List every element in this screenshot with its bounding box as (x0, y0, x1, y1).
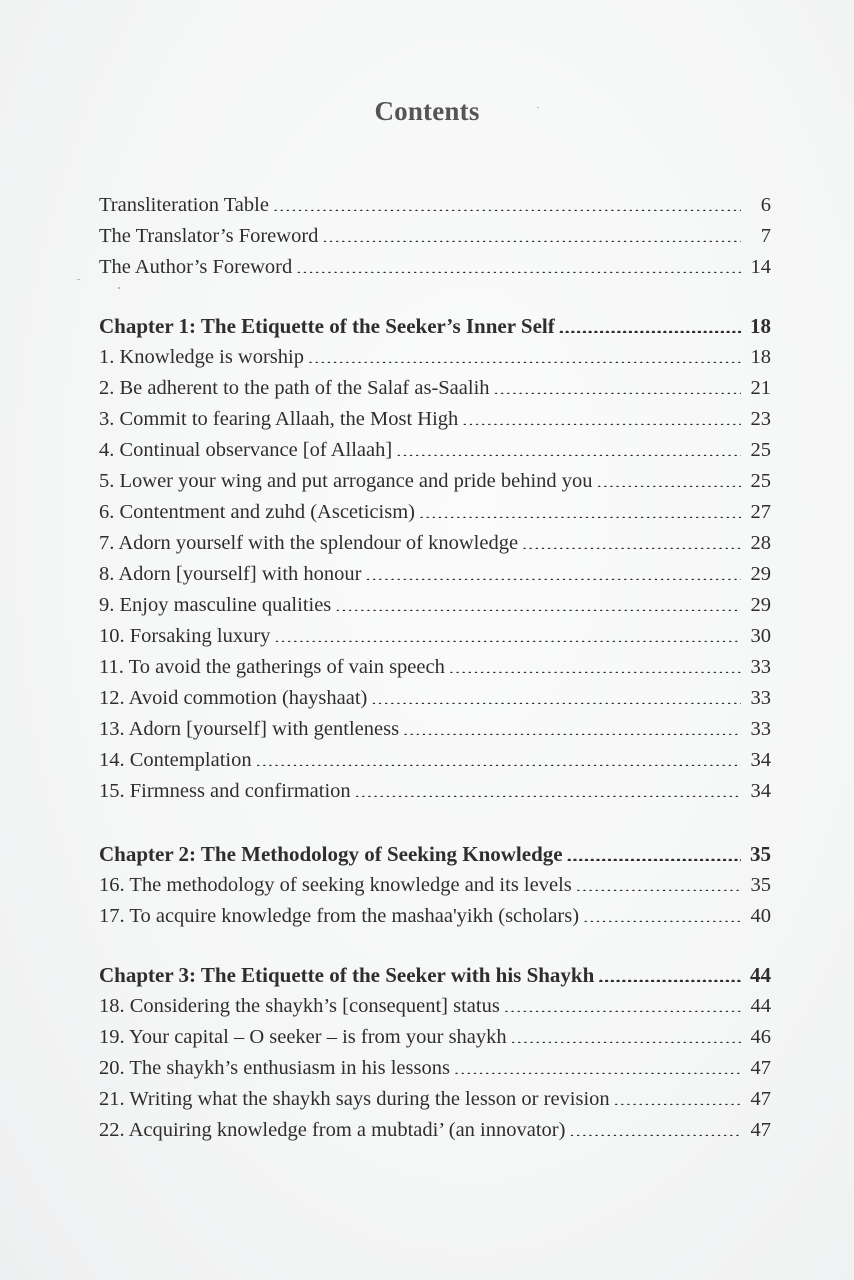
toc-page-number: 7 (760, 225, 771, 247)
dot-leader (569, 1116, 741, 1137)
chapter-heading-label: Chapter 2: The Methodology of Seeking Knowledge (99, 842, 563, 866)
toc-entry-label: 3. Commit to fearing Allaah, the Most High (99, 408, 459, 430)
toc-entry-label: 1. Knowledge is worship (99, 346, 304, 368)
dot-leader (522, 529, 741, 550)
toc-page-number: 47 (750, 1119, 771, 1141)
toc-page-number: 33 (750, 687, 771, 709)
toc-page-number: 40 (750, 905, 771, 927)
toc-page-number: 44 (750, 995, 771, 1017)
paper-speck (537, 107, 539, 108)
dot-leader (614, 1085, 741, 1106)
toc-front-matter (99, 190, 771, 283)
toc-entry-label: 20. The shaykh’s enthusiasm in his lessons (99, 1057, 450, 1079)
toc-page-number: 30 (750, 625, 771, 647)
toc-page-number: 29 (750, 563, 771, 585)
dot-leader (511, 1023, 741, 1044)
toc-entry-label: 2. Be adherent to the path of the Salaf as-Saalih (99, 377, 490, 399)
dot-leader (419, 498, 741, 519)
chapter-heading (99, 311, 771, 342)
toc-page-number: 33 (750, 656, 771, 678)
toc-page-number: 29 (750, 594, 771, 616)
dot-leader (583, 902, 741, 923)
dot-leader (454, 1054, 741, 1075)
toc-entry (99, 621, 771, 652)
toc-entry (99, 870, 771, 901)
toc-entry-label: 13. Adorn [yourself] with gentleness (99, 718, 400, 740)
toc-entry (99, 528, 771, 559)
toc-entry-label: 8. Adorn [yourself] with honour (99, 563, 362, 585)
paper-speck (118, 287, 120, 289)
toc-chapter-3 (99, 960, 771, 1146)
toc-entry-label: 6. Contentment and zuhd (Asceticism) (99, 501, 415, 523)
toc-entry (99, 745, 771, 776)
toc-entry (99, 435, 771, 466)
toc-entry-label: 7. Adorn yourself with the splendour of knowledge (99, 532, 519, 554)
toc-entry-label: 10. Forsaking luxury (99, 625, 271, 647)
toc-entry (99, 683, 771, 714)
toc-entry (99, 466, 771, 497)
toc-entry (99, 190, 771, 221)
toc-entry-label: 4. Continual observance [of Allaah] (99, 439, 393, 461)
toc-entry-label: 16. The methodology of seeking knowledge and its levels (99, 874, 572, 896)
toc-entry (99, 714, 771, 745)
toc-page-number: 25 (750, 439, 771, 461)
dot-leader (567, 840, 741, 861)
toc-entry-label: 12. Avoid commotion (hayshaat) (99, 687, 368, 709)
toc-entry (99, 559, 771, 590)
toc-page-number: 44 (750, 963, 771, 987)
dot-leader (576, 871, 741, 892)
dot-leader (462, 405, 741, 426)
toc-page-number: 14 (750, 256, 771, 278)
dot-leader (504, 992, 741, 1013)
dot-leader (598, 961, 741, 982)
dot-leader (449, 653, 741, 674)
toc-page-number: 34 (750, 780, 771, 802)
toc-entry (99, 1022, 771, 1053)
toc-entry (99, 1115, 771, 1146)
toc-entry (99, 901, 771, 932)
paper-speck (77, 279, 80, 280)
dot-leader (296, 253, 741, 274)
toc-entry-label: The Translator’s Foreword (99, 225, 319, 247)
toc-entry-label: 15. Firmness and confirmation (99, 780, 351, 802)
dot-leader (308, 343, 741, 364)
toc-page-number: 34 (750, 749, 771, 771)
dot-leader (403, 715, 741, 736)
dot-leader (365, 560, 741, 581)
toc-entry-label: 11. To avoid the gatherings of vain speech (99, 656, 445, 678)
toc-chapter-1 (99, 311, 771, 807)
toc-entry (99, 404, 771, 435)
toc-page-number: 21 (750, 377, 771, 399)
dot-leader (322, 222, 741, 243)
toc-entry-label: 17. To acquire knowledge from the mashaa'yikh (scholars) (99, 905, 580, 927)
toc-entry-label: Transliteration Table (99, 194, 269, 216)
toc-page-number: 35 (750, 842, 771, 866)
toc-page-number: 23 (750, 408, 771, 430)
dot-leader (355, 777, 741, 798)
toc-page-number: 27 (750, 501, 771, 523)
chapter-heading-label: Chapter 3: The Etiquette of the Seeker with his Shaykh (99, 963, 595, 987)
toc-entry (99, 652, 771, 683)
toc-entry-label: The Author’s Foreword (99, 256, 293, 278)
toc-page-number: 47 (750, 1057, 771, 1079)
toc-entry (99, 373, 771, 404)
toc-page-number: 46 (750, 1026, 771, 1048)
toc-entry-label: 9. Enjoy masculine qualities (99, 594, 332, 616)
toc-page-number: 6 (760, 194, 771, 216)
toc-entry (99, 776, 771, 807)
toc-page-number: 18 (750, 314, 771, 338)
chapter-heading (99, 839, 771, 870)
toc-entry (99, 221, 771, 252)
toc-page-number: 25 (750, 470, 771, 492)
toc-page-number: 18 (750, 346, 771, 368)
toc-entry-label: 14. Contemplation (99, 749, 252, 771)
toc-entry-label: 5. Lower your wing and put arrogance and pride behind you (99, 470, 593, 492)
dot-leader (371, 684, 741, 705)
chapter-heading (99, 960, 771, 991)
dot-leader (256, 746, 741, 767)
toc-entry (99, 1053, 771, 1084)
toc-chapter-2 (99, 839, 771, 932)
dot-leader (597, 467, 741, 488)
toc-entry (99, 1084, 771, 1115)
dot-leader (559, 312, 741, 333)
toc-entry (99, 497, 771, 528)
toc-entry (99, 342, 771, 373)
toc-entry (99, 590, 771, 621)
dot-leader (273, 191, 741, 212)
dot-leader (396, 436, 741, 457)
chapter-heading-label: Chapter 1: The Etiquette of the Seeker’s Inner Self (99, 314, 555, 338)
toc-entry-label: 19. Your capital – O seeker – is from your shaykh (99, 1026, 507, 1048)
toc-entry (99, 991, 771, 1022)
dot-leader (494, 374, 741, 395)
page-title: Contents (374, 96, 480, 126)
toc-entry (99, 252, 771, 283)
dot-leader (335, 591, 741, 612)
toc-page-number: 35 (750, 874, 771, 896)
toc-page-number: 47 (750, 1088, 771, 1110)
toc-entry-label: 18. Considering the shaykh’s [consequent] status (99, 995, 500, 1017)
toc-entry-label: 21. Writing what the shaykh says during the lesson or revision (99, 1088, 610, 1110)
toc-entry-label: 22. Acquiring knowledge from a mubtadi’ (an innovator) (99, 1119, 566, 1141)
toc-page-number: 28 (750, 532, 771, 554)
dot-leader (274, 622, 741, 643)
toc-page-number: 33 (750, 718, 771, 740)
